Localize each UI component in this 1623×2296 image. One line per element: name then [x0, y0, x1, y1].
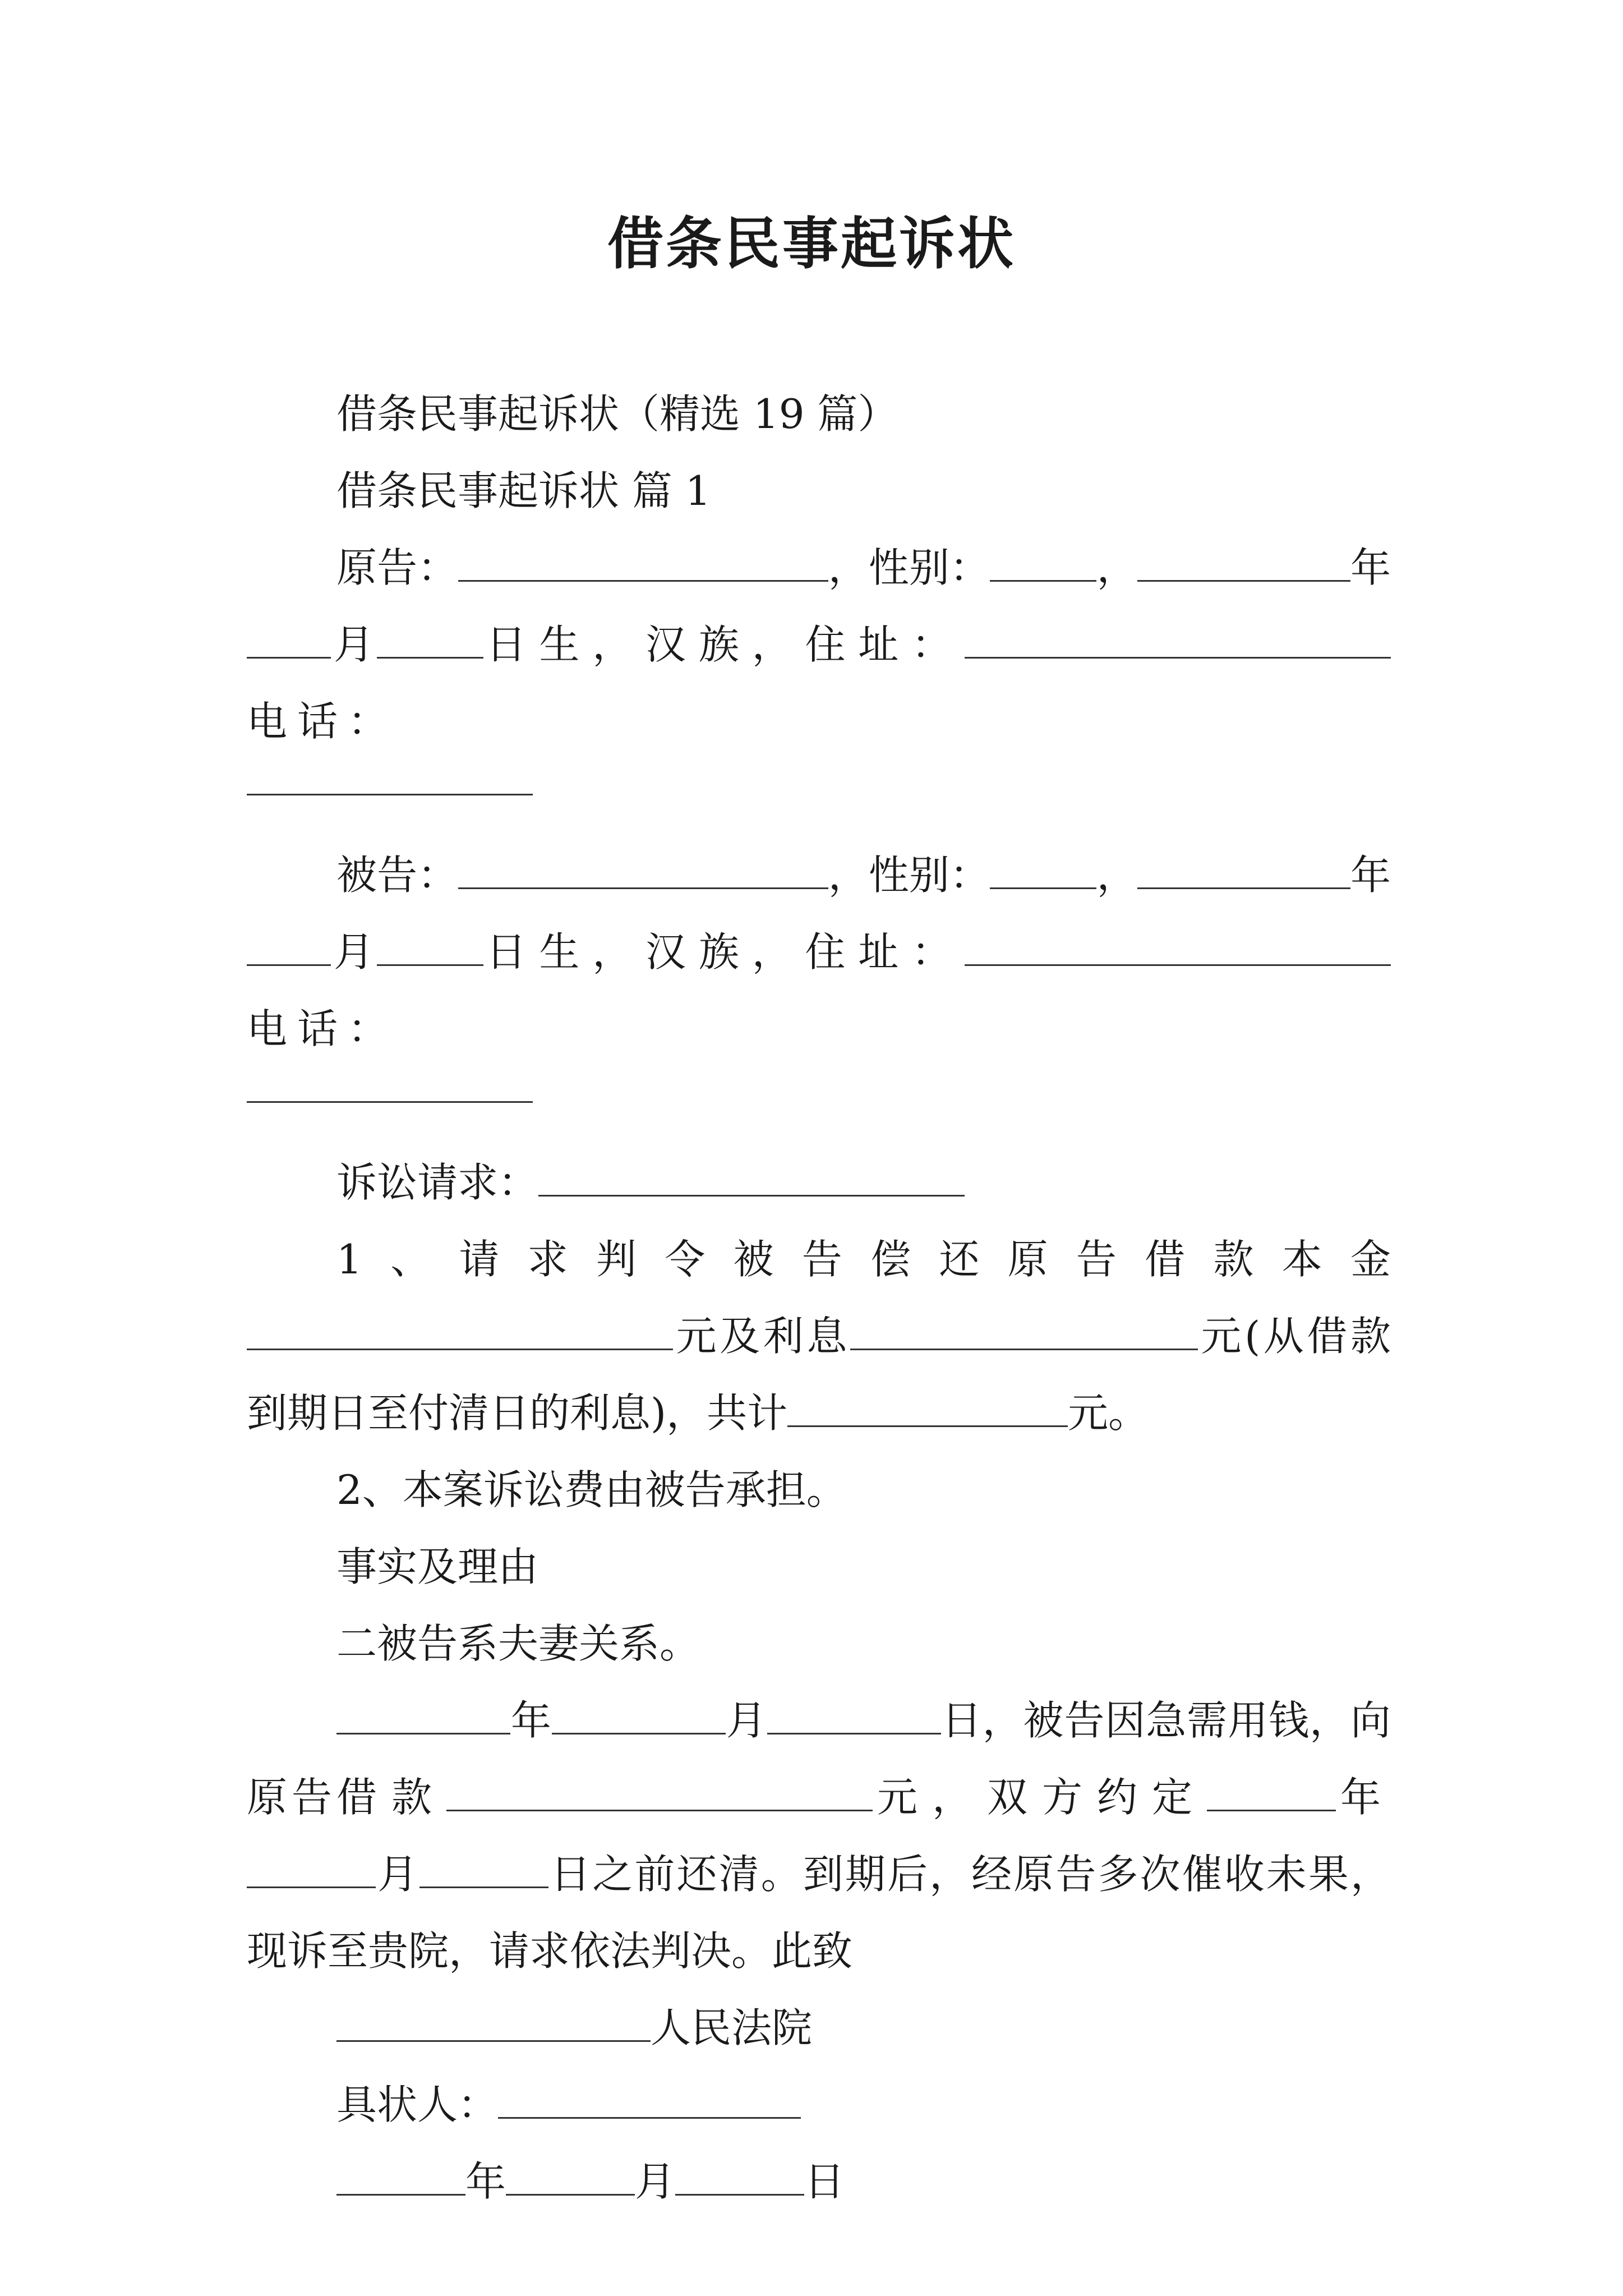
document-body	[247, 376, 1391, 2220]
plaintiff-gender-blank	[990, 545, 1096, 582]
loan-year-blank	[336, 1698, 510, 1734]
plaintiff-address-blank	[965, 622, 1391, 659]
total-amount-blank	[787, 1391, 1068, 1427]
defendant-phone-line	[247, 1068, 1391, 1144]
plaintiff-phone-blank	[247, 760, 533, 795]
sign-year-blank	[336, 2159, 465, 2196]
sign-month-blank	[506, 2159, 635, 2196]
date-line: 年 月 日	[247, 2143, 1391, 2220]
claims-heading: 诉讼请求：	[247, 1144, 1391, 1221]
loan-amount-blank	[446, 1775, 873, 1811]
defendant-paragraph: 被告： ，性别： ， 年月 日生，汉族，住址：电话：	[247, 852, 1391, 1052]
court-name-blank	[336, 2005, 651, 2042]
facts-relationship: 二被告系夫妻关系。	[336, 1620, 700, 1667]
defendant-birth-year-blank	[1137, 853, 1350, 889]
defendant-address-blank	[965, 930, 1391, 966]
claim-1: 1、请求判令被告偿还原告借款本金元及利息 元(从借款到期日至付清日的利息)，共计 元。	[247, 1236, 1391, 1437]
facts-paragraph: 年 月 日，被告因急需用钱，向原告借款 元，双方约定 年月 日之前还清。到期后，经原告多次催收未果，现诉至贵院，请求依法判决。此致	[247, 1697, 1391, 1975]
due-day-blank	[419, 1852, 548, 1888]
interest-amount-blank	[850, 1314, 1198, 1350]
claim-2: 2、本案诉讼费由被告承担。	[336, 1466, 847, 1513]
defendant-name-blank	[458, 853, 828, 889]
plaintiff-paragraph: 原告： ，性别： ， 年月 日生，汉族，住址：电话：	[247, 544, 1391, 745]
due-year-blank	[1207, 1775, 1336, 1811]
court-line: 人民法院	[247, 1990, 1391, 2067]
document-title: 借条民事起诉状	[607, 211, 1016, 277]
plaintiff-label: 原告：	[336, 544, 458, 591]
signer-name-blank	[498, 2082, 801, 2119]
defendant-phone-blank	[247, 1068, 533, 1103]
plaintiff-birth-day-blank	[377, 622, 483, 659]
plaintiff-name-blank	[458, 545, 828, 582]
defendant-gender-blank	[990, 853, 1096, 889]
defendant-birth-month-blank	[247, 930, 331, 966]
loan-month-blank	[552, 1698, 726, 1734]
loan-day-blank	[767, 1698, 941, 1734]
defendant-label: 被告：	[336, 852, 458, 899]
plaintiff-birth-year-blank	[1137, 545, 1350, 582]
plaintiff-phone-line	[247, 760, 1391, 837]
facts-heading: 事实及理由	[336, 1543, 539, 1590]
section-heading: 借条民事起诉状 篇 1	[336, 467, 711, 514]
principal-amount-blank	[247, 1314, 673, 1350]
sign-day-blank	[675, 2159, 804, 2196]
plaintiff-birth-month-blank	[247, 622, 331, 659]
signer-line: 具状人：	[247, 2067, 1391, 2143]
subtitle: 借条民事起诉状（精选 19 篇）	[336, 390, 898, 438]
due-month-blank	[247, 1852, 376, 1888]
claims-blank	[538, 1160, 965, 1197]
defendant-birth-day-blank	[377, 930, 483, 966]
